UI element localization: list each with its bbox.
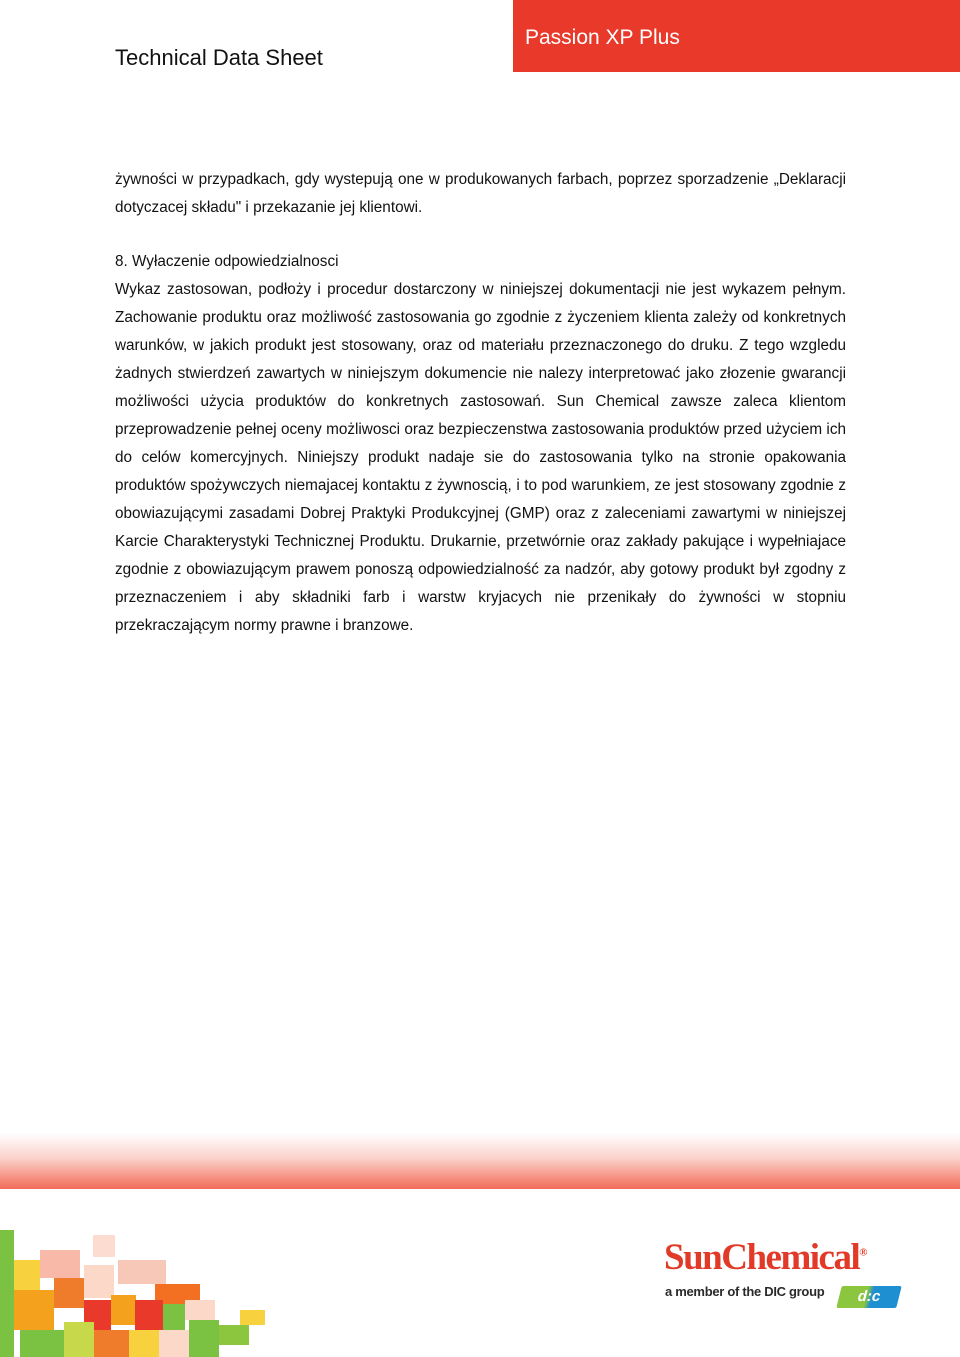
section-heading: 8. Wyłaczenie odpowiedzialnosci xyxy=(115,253,339,270)
sunchemical-logo xyxy=(664,1236,914,1316)
paragraph-food-declaration: żywności w przypadkach, gdy wystepują one w produkowanych farbach, poprzez sporzadzenie „Deklaracji dotyczacej składu" i przekazanie jej klientowi. xyxy=(115,171,846,216)
dic-logo-badge: d:c xyxy=(836,1286,901,1308)
paragraph-disclaimer: Wykaz zastosowan, podłoży i procedur dostarczony w niniejszej dokumentacji nie jest wykazem pełnym. Zachowanie produktu oraz możliwość zastosowania go zgodnie z życzeniem klienta zależy od konkretnych warunków, w jakich produkt jest stosowany, oraz od materiału przeznaczonego do druku. Z tego wzgledu żadnych stwierdzeń zawartych w niniejszym dokumencie nie nalezy interpretować jako złozenie gwarancji możliwości użycia produktów do konkretnych zastosowań. Sun Chemical zawsze zaleca klientom przeprowadzenie pełnej oceny możliwosci oraz bezpieczenstwa zastosowania produktów przed użyciem ich do celów komercyjnych. Niniejszy produkt nadaje sie do zastosowania tylko na stronie opakowania produktów spożywczych niemajacej kontaktu z żywnoscią, i to pod warunkiem, ze jest stosowany zgodnie z obowiazującymi zasadami Dobrej Praktyki Produkcyjnej (GMP) oraz z zaleceniami zawartymi w niniejszej Karcie Charakterystyki Technicznej Produktu. Drukarnie, przetwórnie oraz zakłady pakujące i wypełniajace zgodnie z obowiazującym prawem ponoszą odpowiedzialność za nadzór, aby gotowy produkt był zgodny z przeznaczeniem i aby składniki farb i warstw kryjacych nie przenikały do żywności w stopniu przekraczającym normy prawne i branzowe. xyxy=(115,281,846,634)
product-name: Passion XP Plus xyxy=(525,26,680,49)
brand-tagline: a member of the DIC group xyxy=(665,1284,825,1299)
brand-name: SunChemical® xyxy=(664,1237,866,1278)
section-disclaimer xyxy=(115,248,846,640)
document-title: Technical Data Sheet xyxy=(115,45,323,70)
product-banner xyxy=(513,0,960,72)
document-body xyxy=(115,166,846,640)
footer-gradient-band xyxy=(0,1133,960,1189)
color-mosaic-graphic xyxy=(0,1230,270,1357)
